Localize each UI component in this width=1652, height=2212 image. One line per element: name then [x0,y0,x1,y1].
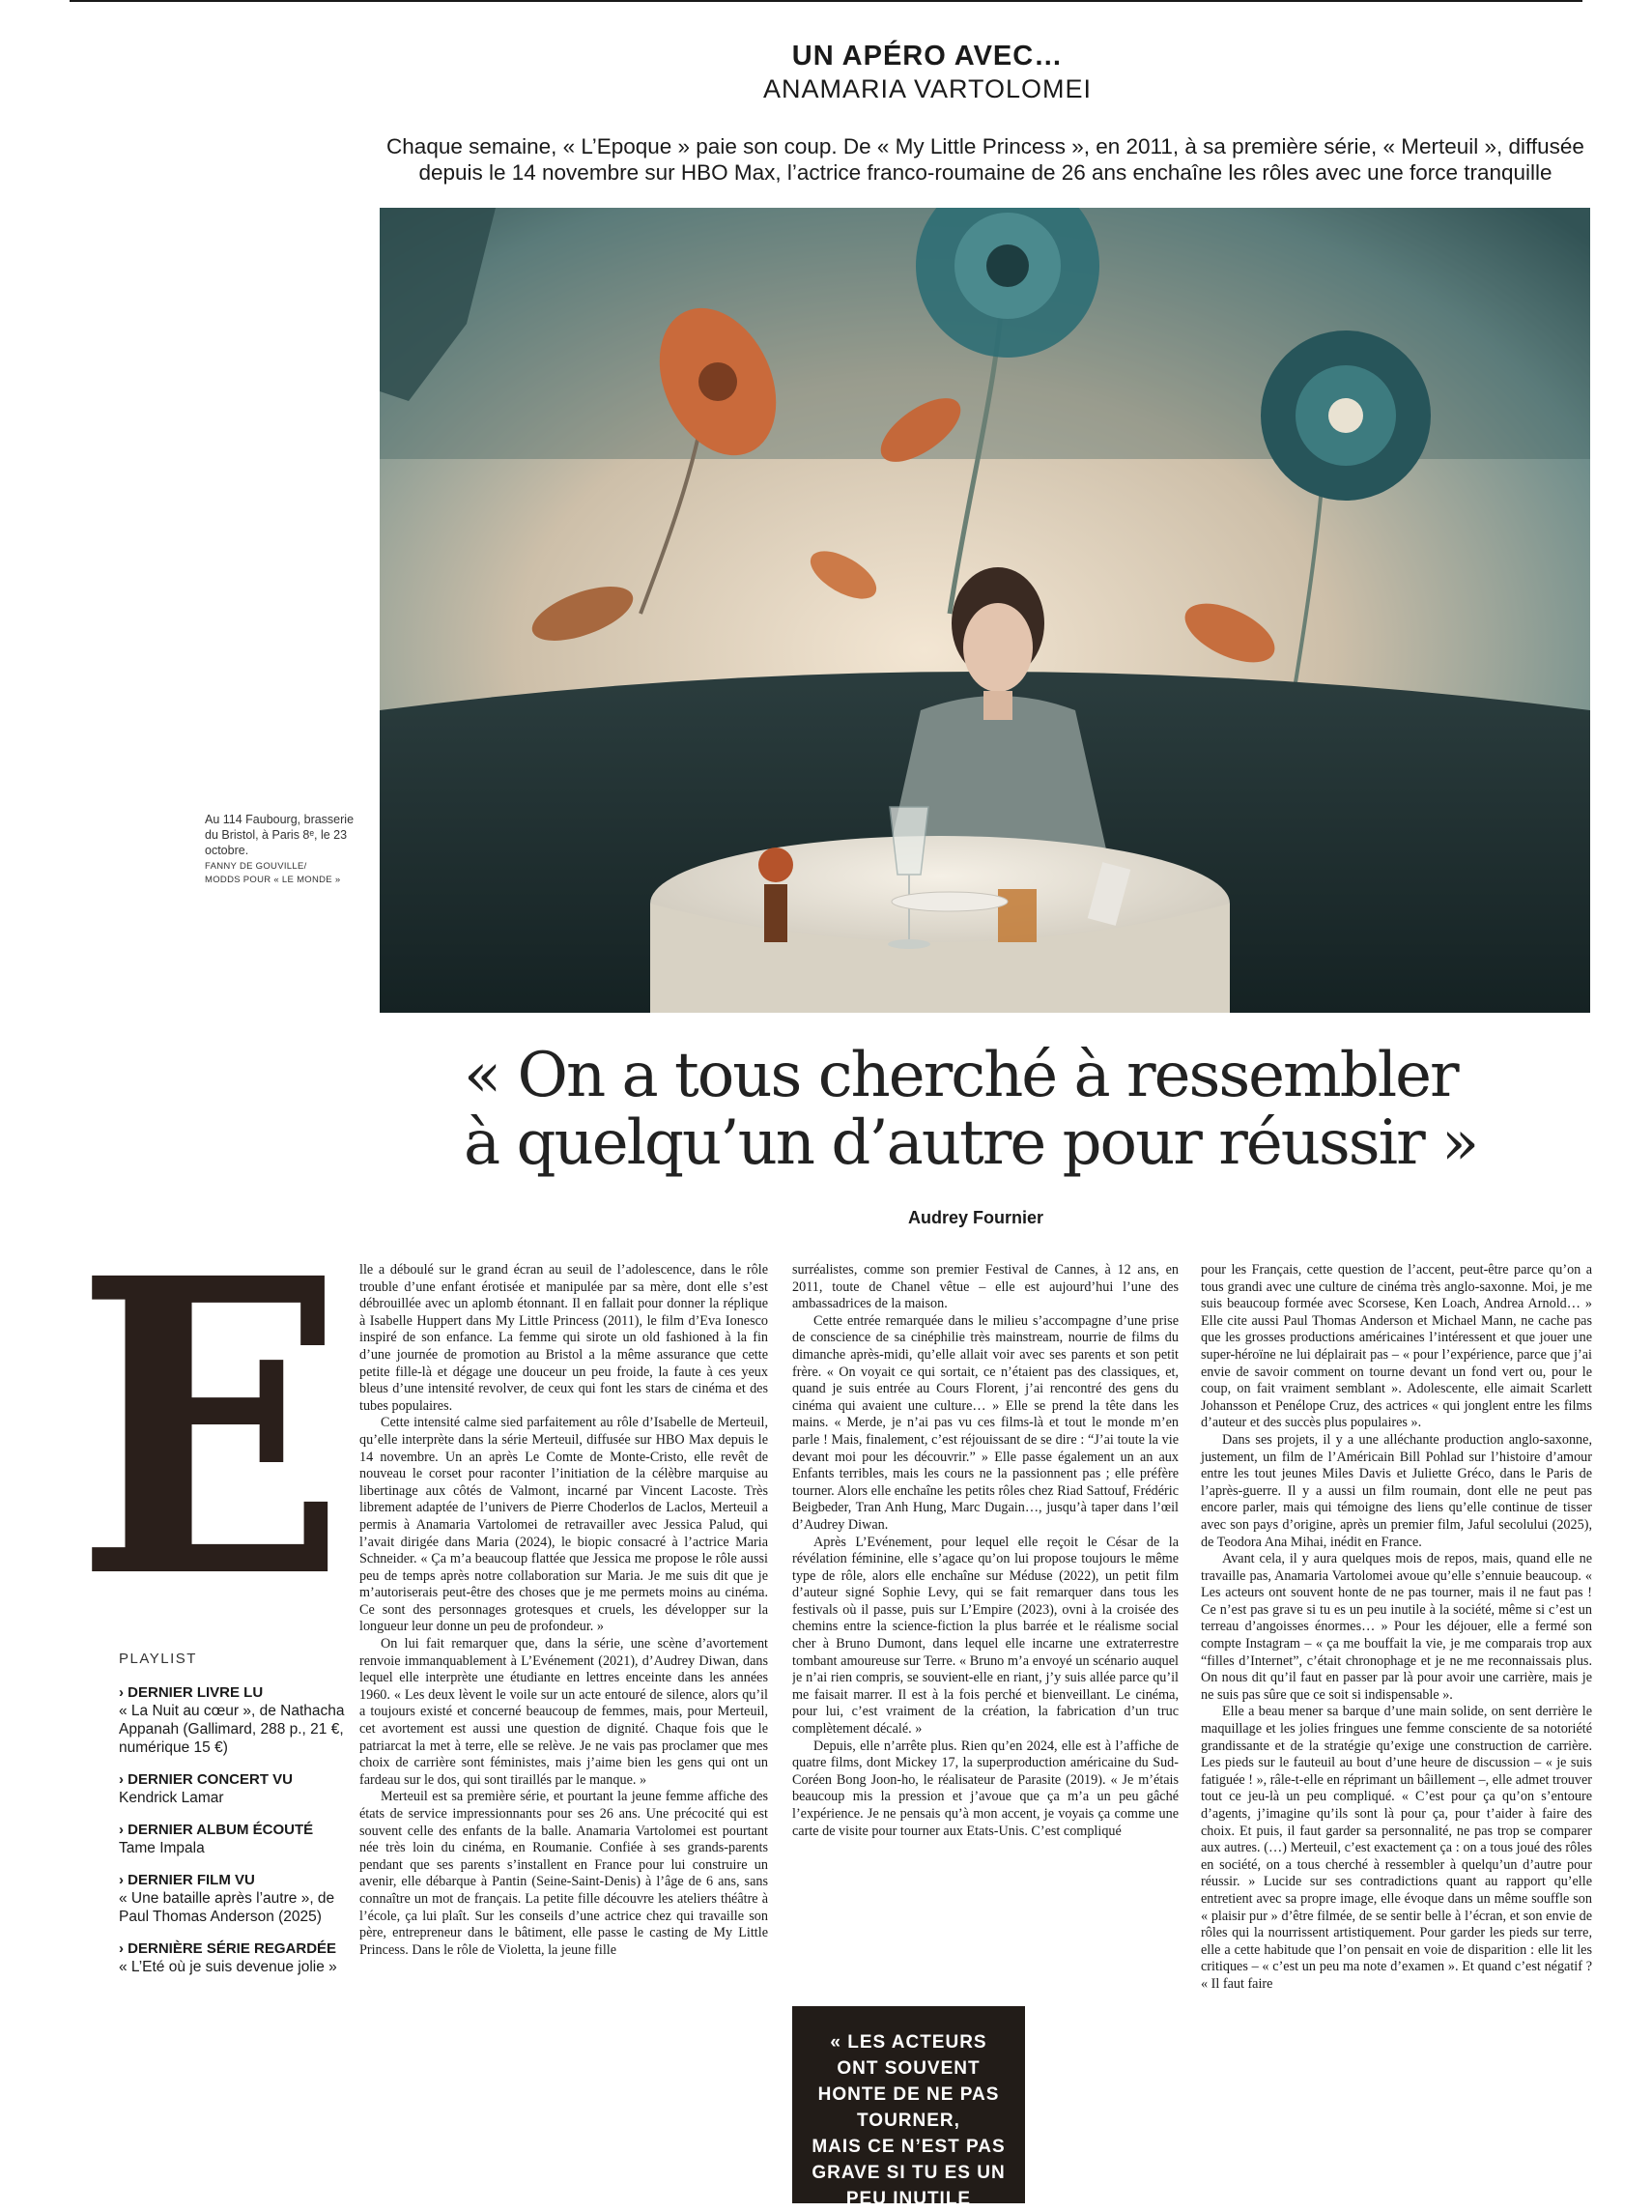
paragraph: Après L’Evénement, pour lequel elle reçoit le César de la révélation féminine, elle s’agace qu’on lui propose toujours le même type de rôle, alors elle enchaîne sur Méduse (2022), un petit film d’auteur signé Sophie Levy, qui se fait remarquer dans tous les festivals où il passe, puis sur L’Empire (2023), ovni à la croisée des chemins entre la science-fiction la plus barrée et le réalisme social cher à Bruno Dumont, dans lequel elle incarne une extraterrestre tombant amoureuse sur Terre. « Bruno m’a envoyé un scénario auquel je n’ai rien compris, se souvient-elle en riant, j’y suis allée parce qu’il me faisait marrer. Il est à la fois perché et bienveillant. Le cinéma, pour lui, c’est vraiment de la création, la fabrication d’un truc complètement décalé. » [792,1534,1179,1738]
headline-line-2: à quelqu’un d’autre pour réussir » [464,1107,1478,1179]
pull-quote-line: HONTE DE NE PAS [817,2084,1000,2105]
portrait-photo [380,208,1590,1013]
paragraph: Avant cela, il y aura quelques mois de repos, mais, quand elle ne travaille pas, Anamaria Vartolomei avoue qu’elle s’ennuie beaucoup. « Les acteurs ont souvent honte de ne pas tourner, mais il ne faut pas ! Ce n’est pas grave si tu es un peu inutile à la société, même si c’est un terreau d’angoisses énormes… » Pour les déjouer, elle a fermé son compte Instagram – « ça me bouffait la vie, je me comparais trop aux “filles d’Internet”, c’était chronophage et je ne me reconnaissais plus. On nous dit qu’il faut en passer par là pour avoir une carrière, mais je ne suis pas sûre que ce soit si indispensable ». [1201,1551,1592,1703]
paragraph: Dans ses projets, il y a une alléchante production anglo-saxonne, justement, un film de l’Américain Bill Pohlad sur l’histoire d’amour entre les tout jeunes Miles Davis et Juliette Gréco, dans le Paris de l’après-guerre. Il y a aussi un film roumain, dont elle ne peut pas encore parler, mais qui témoigne des liens qu’elle continue de tisser avec son pays d’origine, après un premier film, Jaful secolului (2025), de Teodora Ana Mihai, inédit en France. [1201,1431,1592,1550]
paragraph: surréalistes, comme son premier Festival de Cannes, à 12 ans, en 2011, toute de Chanel vêtue – elle est aujourd’hui l’une des ambassadrices de la maison. [792,1262,1179,1312]
photo-credit-line-2: MODDS POUR « LE MONDE » [205,875,341,885]
playlist-box [119,1651,351,1991]
photo-credit-line-1: FANNY DE GOUVILLE/ [205,861,307,872]
playlist-item-label: › DERNIER LIVRE LU [119,1684,264,1701]
byline: Audrey Fournier [908,1208,1044,1227]
pull-quote-line: PEU INUTILE [845,2189,972,2209]
paragraph: Merteuil est sa première série, et pourtant la jeune femme affiche des états de service impressionnants pour ses 26 ans. Une précocité qui est souvent celle des enfants de la balle. Anamaria Vartolomei est pourtant née très loin du cinéma, en Roumanie. Confiée à ses grands-parents pendant que ses parents s’installent en France pour lui construire un avenir, elle débarque à Pantin (Seine-Saint-Denis) à l’âge de 6 ans, sans connaître un mot de français. La petite fille découvre les ateliers théâtre à l’école, ça lui plaît. Sur les conseils d’une actrice chez qui travaille son père, entrepreneur dans le bâtiment, elle passe le casting de My Little Princess. Dans le rôle de Violetta, la jeune fille [359,1789,768,1958]
playlist-item-value: « La Nuit au cœur », de Nathacha Appanah (Gallimard, 288 p., 21 €, numérique 15 €) [119,1703,345,1756]
drop-cap [71,1262,350,1578]
standfirst-line-1: Chaque semaine, « L’Epoque » paie son coup. De « My Little Princess », en 2011, à sa première série, « Merteuil », diffusée [386,134,1584,158]
caption-text: Au 114 Faubourg, brasserie du Bristol, à Paris 8ᵉ, le 23 octobre. [205,813,355,857]
playlist-item-label: › DERNIER ALBUM ÉCOUTÉ [119,1822,314,1838]
pull-quote [792,2006,1025,2209]
playlist-item-value: Kendrick Lamar [119,1790,224,1806]
playlist-item-label: › DERNIER CONCERT VU [119,1771,294,1788]
pull-quote-line: GRAVE SI TU ES UN [812,2163,1006,2183]
playlist-item-value: « Une bataille après l’autre », de Paul Thomas Anderson (2025) [119,1890,335,1925]
svg-text:E: E [75,1262,346,1578]
playlist-item-value: Tame Impala [119,1840,205,1856]
playlist-item-label: › DERNIÈRE SÉRIE REGARDÉE [119,1940,337,1957]
playlist-item-label: › DERNIER FILM VU [119,1872,255,1888]
paragraph: Elle a beau mener sa barque d’une main solide, on sent derrière le maquillage et les jolies fringues une femme consciente de sa notoriété grandissante et de la stratégie qu’exige une construction de carrière. Les pieds sur le fauteuil au bout d’une heure de discussion – « je suis fatiguée ! », râle-t-elle en réprimant un bâillement –, elle admet trouver tout ce jeu-là un peu compliqué. « C’est pour ça qu’on s’entoure d’agents, j’imagine qu’ils sont là pour ça, pour t’aider à faire des choix. Et puis, il faut garder sa personnalité, ne pas trop se comparer aux autres. (…) Merteuil, c’est exactement ça : on a tous joué des rôles en société, on a tous cherché à ressembler à quelqu’un d’autre pour réussir. » Lucide sur ses contradictions quant au rapport qu’elle entretient avec sa propre image, elle évoque dans un même souffle son « plaisir pur » d’être filmée, de se sentir belle à l’écran, et son envie de rôles qui la nourrissent artistiquement. Pour garder les pieds sur terre, elle a cette habitude que l’on pensait en voie de disparition : elle lit les critiques – « c’est un peu ma note d’examen ». Et quand c’est négatif ? « Il faut faire [1201,1704,1592,1992]
article-column-1 [359,1262,768,1959]
playlist-item [119,1940,351,1976]
photo-credit [205,860,369,887]
playlist-title: PLAYLIST [119,1651,197,1667]
standfirst [380,133,1591,186]
headline-line-1: « On a tous cherché à ressembler [464,1040,1458,1111]
playlist-item [119,1684,351,1757]
top-rule [70,0,1582,2]
playlist-item [119,1872,351,1926]
paragraph: Cette entrée remarquée dans le milieu s’accompagne d’une prise de conscience de sa cinéphilie très mainstream, nourrie de films du dimanche après-midi, qu’elle allait voir avec ses parents et son petit frère. « On voyait ce qui sortait, ce n’étaient pas des classiques, et, quand je suis entrée au Cours Florent, j’ai rencontré des gens du cinéma qui avaient une culture… » Elle se prend la tête dans les mains. « Merde, je n’ai pas vu ces films-là et tout le monde m’en parle ! Mais, finalement, c’est réjouissant de se dire : “J’ai toute la vie devant moi pour les découvrir.” » Elle passe également un an aux Enfants terribles, mais les cours ne la passionnent pas ; elle préfère tourner. Alors elle enchaîne les petits rôles chez Riad Sattouf, Frédéric Beigbeder, Tran Anh Hung, Marc Dugain…, jusqu’à taper dans l’œil d’Audrey Diwan. [792,1312,1179,1533]
article-column-2 [792,1262,1179,1993]
playlist-item [119,1771,351,1807]
paragraph: lle a déboulé sur le grand écran au seuil de l’adolescence, dans le rôle trouble d’une enfant érotisée et manipulée par sa mère, dont elle s’est débrouillée avec un aplomb étonnant. Il en fallait pour donner la réplique à Isabelle Huppert dans My Little Princess (2011), le film d’Eva Ionesco inspiré de son enfance. La femme qui sirote un old fashioned à la fin d’une journée de promotion au Bristol a la même assurance que cette petite fille-là et dégage une douceur un peu froide, la faute à ces yeux bleus d’une intensité revolver, de ceux qui font les stars de cinéma et des tubes populaires. [359,1262,768,1414]
standfirst-line-2: depuis le 14 novembre sur HBO Max, l’actrice franco-roumaine de 26 ans enchaîne les rôles avec une force tranquille [418,160,1552,185]
rubric-header [618,41,1237,104]
photo-caption [205,812,369,887]
paragraph: Depuis, elle n’arrête plus. Rien qu’en 2024, elle est à l’affiche de quatre films, dont Mickey 17, la superproduction américaine du Sud-Coréen Bong Joon-ho, le réalisateur de Parasite (2019). « Je m’étais beaucoup mis la pression et j’avoue que ça m’a un peu gâché l’expérience. Je ne pensais qu’à mon accent, je voyais ça comme une carte de visite pour tourner aux Etats-Unis. C’est compliqué [792,1738,1179,1839]
pull-quote-line: MAIS CE N’EST PAS [812,2137,1006,2157]
playlist-item-value: « L’Eté où je suis devenue jolie » [119,1959,337,1975]
paragraph: On lui fait remarquer que, dans la série, une scène d’avortement renvoie immanquablement à L’Evénement (2021), d’Audrey Diwan, dans lequel elle interprète une étudiante en lettres enceinte dans les années 1960. « Les deux lèvent le voile sur un acte entouré de silence, alors qu’il a toujours existé et concerné beaucoup de femmes, mais, pour Merteuil, cet avortement est aussi une question de dignité. Chaque fois que le patriarcat la met à terre, elle se relève. Je ne vais pas proclamer que mes choix de carrière sont féministes, mais j’aime bien les gens qui ont un fardeau sur le dos, qui sont tiraillés par le manque. » [359,1636,768,1788]
pull-quote-line: ONT SOUVENT [837,2058,981,2079]
pull-quote-line: « LES ACTEURS [830,2032,987,2053]
rubric-title: UN APÉRO AVEC… [791,41,1064,72]
pull-quote-line: TOURNER, [857,2111,960,2131]
headline [464,1042,1526,1177]
paragraph: pour les Français, cette question de l’accent, peut-être parce qu’on a tous grandi avec une culture de cinéma très anglo-saxonne. Moi, je me suis beaucoup formée avec Scorsese, Ken Loach, Andrea Arnold… » Elle cite aussi Paul Thomas Anderson et Michael Mann, ne cache pas que les grosses productions américaines l’intéressent et que jouer une super-héroïne ne lui déplairait pas – « pour l’expérience, parce que j’ai envie de savoir comment on tourne devant un fond vert ou, pour le coup, on fait vraiment semblant ». Adolescente, elle aimait Scarlett Johansson et Penélope Cruz, des actrices « qui jonglent entre les films d’auteur et des succès plus populaires ». [1201,1262,1592,1431]
article-column-3 [1201,1262,1592,1994]
paragraph: Cette intensité calme sied parfaitement au rôle d’Isabelle de Merteuil, qu’elle interprète dans la série Merteuil, diffusée sur HBO Max depuis le 14 novembre. Un an après Le Comte de Monte-Cristo, elle revêt de nouveau le corset pour raconter l’initiation de la célèbre marquise au libertinage aux côtés de Valmont, incarné par Vincent Lacoste. Très librement adaptée de l’univers de Pierre Choderlos de Laclos, Merteuil a permis à Anamaria Vartolomei de retravailler avec Jessica Palud, qui l’avait dirigée dans Maria (2024), le biopic consacré à l’actrice Maria Schneider. « Ça m’a beaucoup flattée que Jessica me propose le rôle aussi peu de temps après notre collaboration sur Maria. Je me suis dit que je m’autoriserais peut-être des choses que je me permets moins au cinéma. Ce sont des personnages grotesques et cruels, les développer sur la longueur leur donne un peu de profondeur. » [359,1415,768,1635]
playlist-item [119,1822,351,1857]
rubric-subject: ANAMARIA VARTOLOMEI [762,74,1093,103]
